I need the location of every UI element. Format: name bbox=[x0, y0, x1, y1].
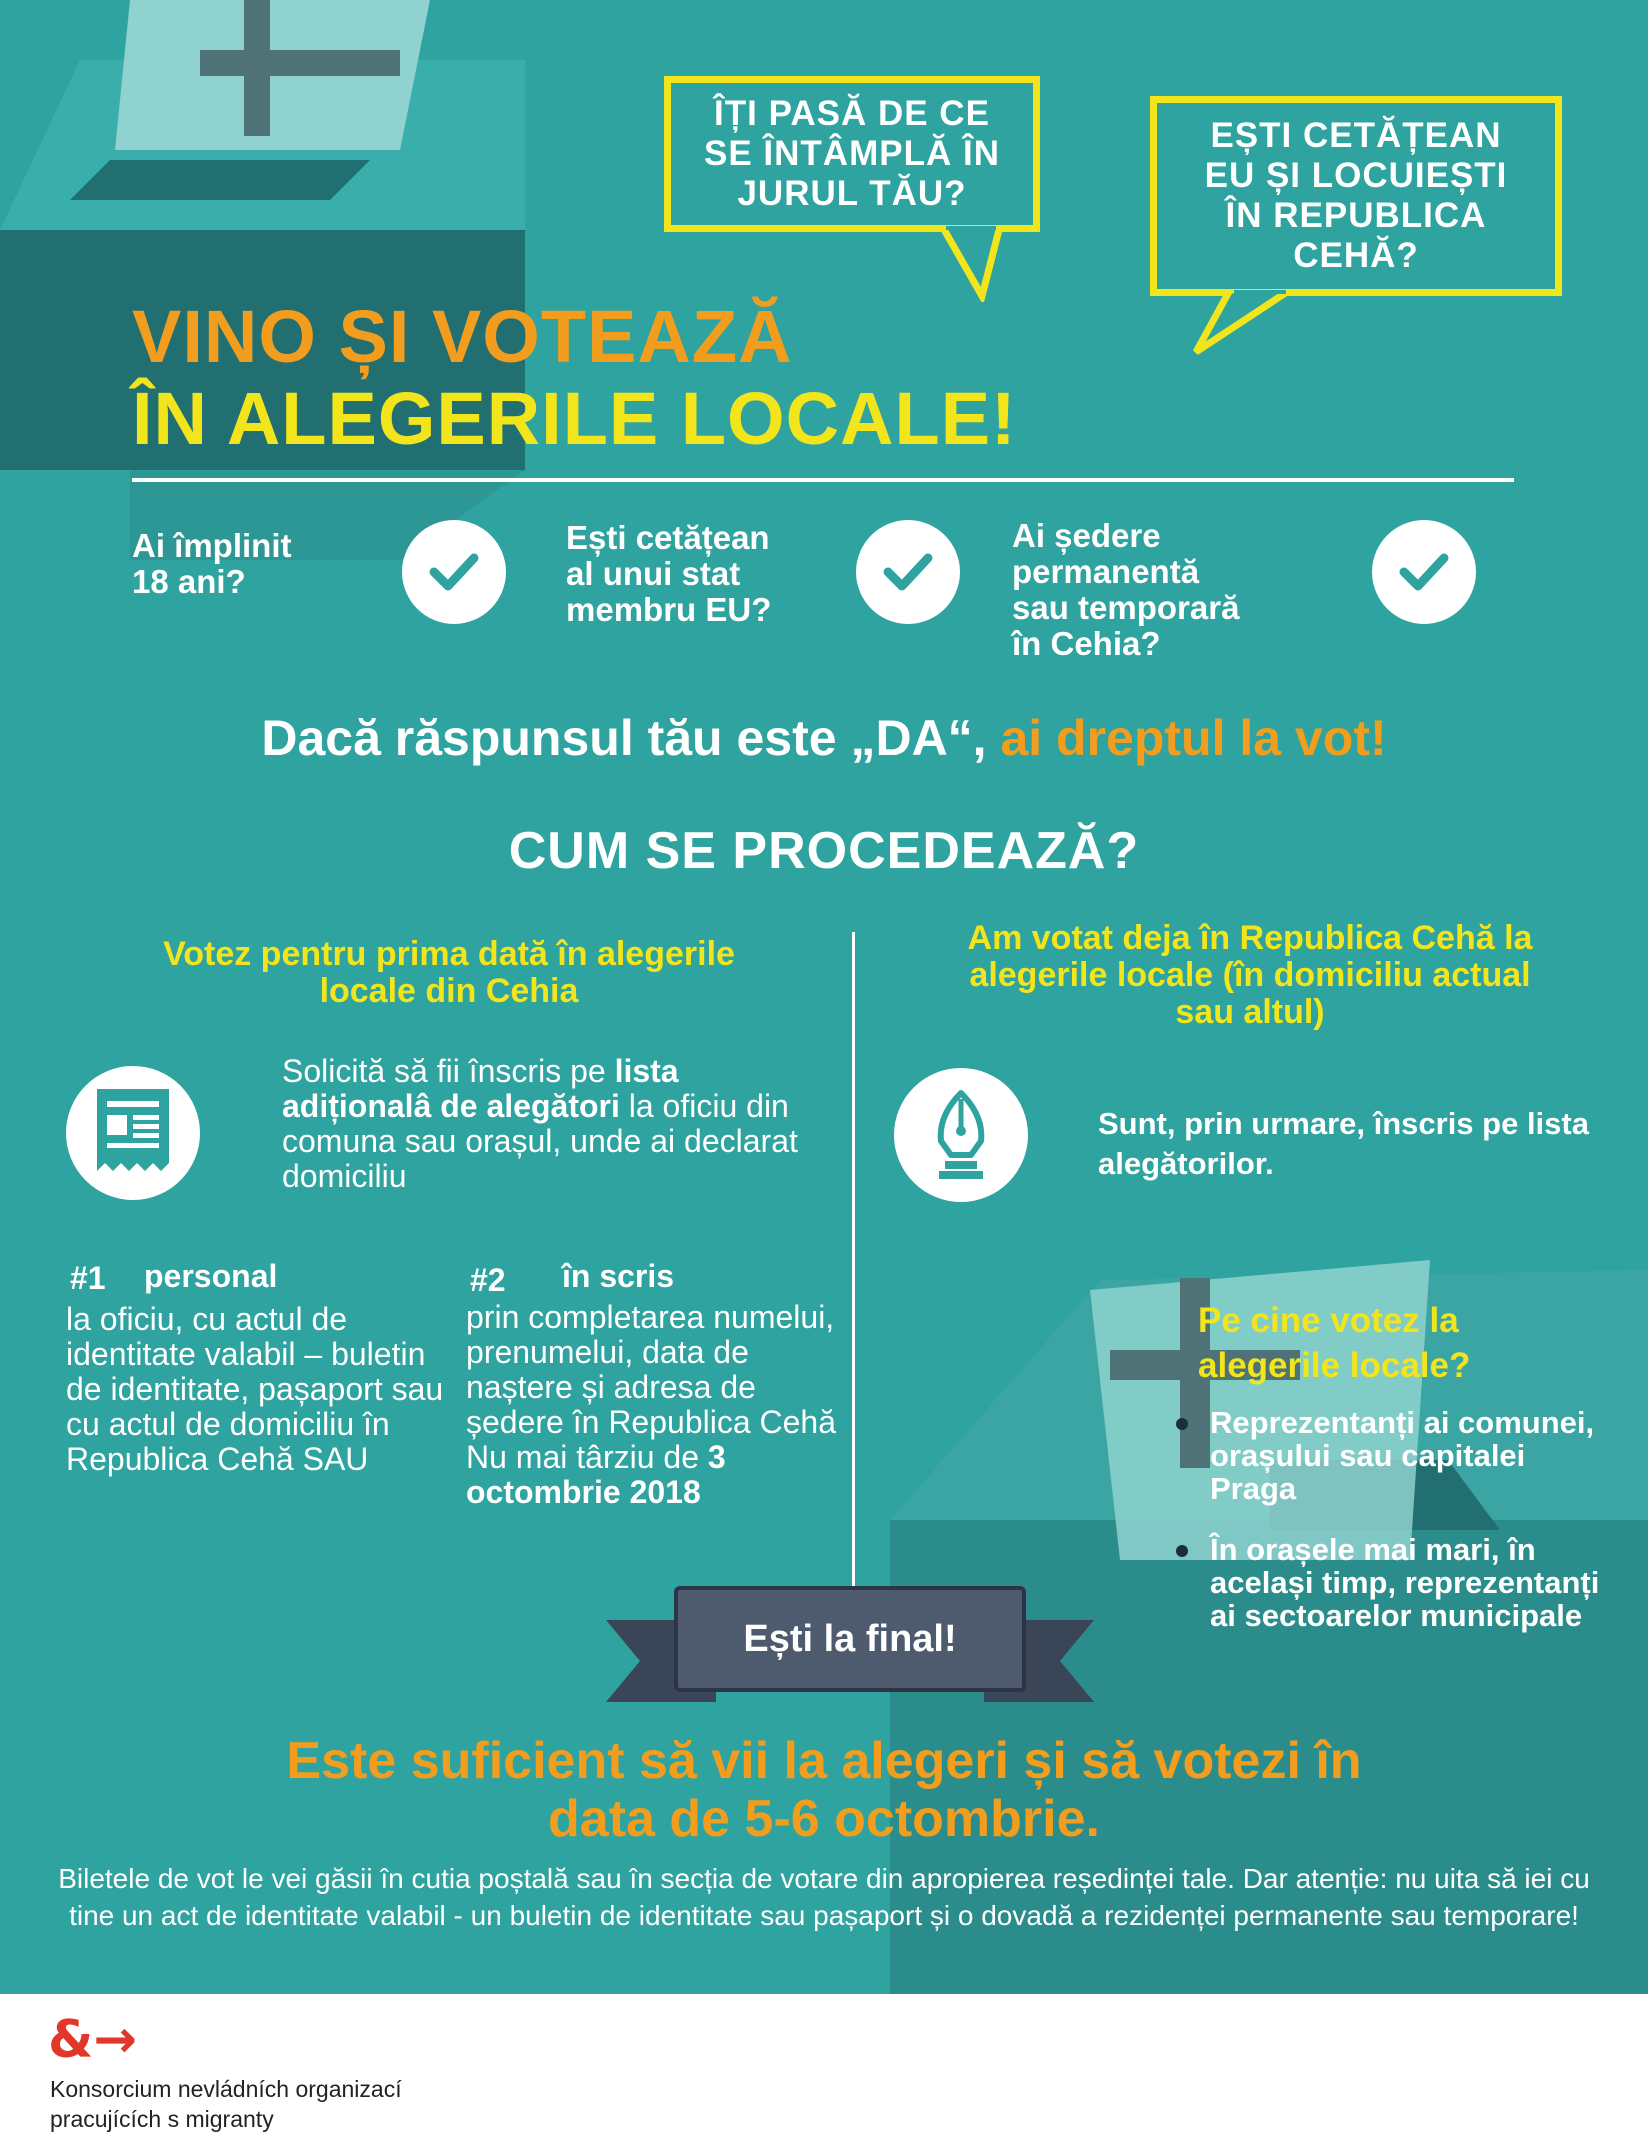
criterion-age: Ai împlinit 18 ani? bbox=[132, 527, 292, 600]
check-icon bbox=[856, 520, 960, 624]
check-icon bbox=[1372, 520, 1476, 624]
criterion-eu-citizen: Ești cetățean al unui stat membru EU? bbox=[566, 519, 772, 628]
right-column-heading: Am votat deja în Republica Cehă la alegerile locale (în domiciliu actual sau altul) bbox=[967, 919, 1533, 1031]
step2-label: în scris bbox=[562, 1258, 675, 1294]
main-title-line1: VINO ȘI VOTEAZĂ bbox=[132, 295, 793, 378]
final-message: Este suficient să vii la alegeri și să votezi în data de 5-6 octombrie. bbox=[286, 1732, 1362, 1848]
speech-bubble-tail-right bbox=[1190, 290, 1300, 358]
answer-statement bbox=[0, 708, 1648, 768]
organization-name-line2: pracujících s migranty bbox=[50, 2106, 274, 2132]
footer bbox=[0, 1994, 1648, 2156]
list-item: În orașele mai mari, în același timp, reprezentanți ai sectoarelor municipale bbox=[1176, 1533, 1616, 1632]
answer-part1: Dacă răspunsul tău este „DA“, bbox=[261, 710, 1001, 766]
document-icon bbox=[66, 1066, 200, 1200]
check-icon bbox=[402, 520, 506, 624]
criterion-residence: Ai ședere permanentă sau temporară în Cehia? bbox=[1012, 517, 1240, 662]
left-intro-part2: la oficiu din comuna sau orașul, unde ai declarat domiciliu bbox=[282, 1088, 798, 1194]
step2-deadline: 3 octombrie 2018 bbox=[466, 1439, 726, 1510]
left-intro bbox=[282, 1054, 802, 1194]
step1-text: la oficiu, cu actul de identitate valabil – buletin de identitate, pașaport sau cu actul de domiciliu în Republica Cehă SAU bbox=[66, 1301, 444, 1477]
speech-bubble-care: ÎȚI PASĂ DE CE SE ÎNTÂMPLĂ ÎN JURUL TĂU? bbox=[664, 76, 1040, 232]
column-divider bbox=[852, 932, 855, 1592]
organization-name-line1: Konsorcium nevládních organizací bbox=[50, 2076, 402, 2102]
left-intro-part1: Solicită să fii înscris pe bbox=[282, 1053, 615, 1089]
left-column-heading: Votez pentru prima dată în alegerile locale din Cehia bbox=[163, 935, 735, 1010]
speech-bubble-eu-citizen: EȘTI CETĂȚEAN EU ȘI LOCUIEȘTI ÎN REPUBLICA CEHĂ? bbox=[1150, 96, 1562, 296]
who-list bbox=[1176, 1406, 1616, 1660]
left-intro-bold: lista adiționalâ de alegători bbox=[282, 1053, 679, 1124]
step1-number: #1 bbox=[70, 1260, 106, 1296]
consortium-logo: &→ bbox=[48, 2010, 137, 2070]
step2-text bbox=[466, 1300, 846, 1510]
right-text: Sunt, prin urmare, înscris pe lista alegătorilor. bbox=[1098, 1106, 1589, 1181]
list-item: Reprezentanți ai comunei, orașului sau capitalei Praga bbox=[1176, 1406, 1616, 1505]
main-title-line2: ÎN ALEGERILE LOCALE! bbox=[132, 377, 1017, 460]
step2-number: #2 bbox=[470, 1262, 506, 1298]
speech-bubble-tail-left bbox=[930, 226, 1020, 302]
step1-label: personal bbox=[144, 1258, 278, 1294]
title-divider bbox=[132, 478, 1514, 482]
final-banner: Ești la final! bbox=[674, 1586, 1026, 1692]
step2-text-part1: prin completarea numelui, prenumelui, data de naștere și adresa de ședere în Republica Cehă Nu mai târziu de bbox=[466, 1299, 837, 1475]
final-note: Biletele de vot le vei găsii în cutia poștală sau în secția de votare din apropierea reședinței tale. Dar atenție: nu uita să iei cu tine un act de identitate valabil - un buletin de identitate sau pașaport și o dovadă a rezidenței permanente sau temporare! bbox=[58, 1863, 1590, 1931]
pen-nib-icon bbox=[894, 1068, 1028, 1202]
how-heading: CUM SE PROCEDEAZĂ? bbox=[508, 822, 1140, 880]
organization-name bbox=[50, 2074, 402, 2134]
who-heading: Pe cine votez la alegerile locale? bbox=[1198, 1301, 1471, 1385]
answer-part2: ai dreptul la vot! bbox=[1000, 710, 1387, 766]
